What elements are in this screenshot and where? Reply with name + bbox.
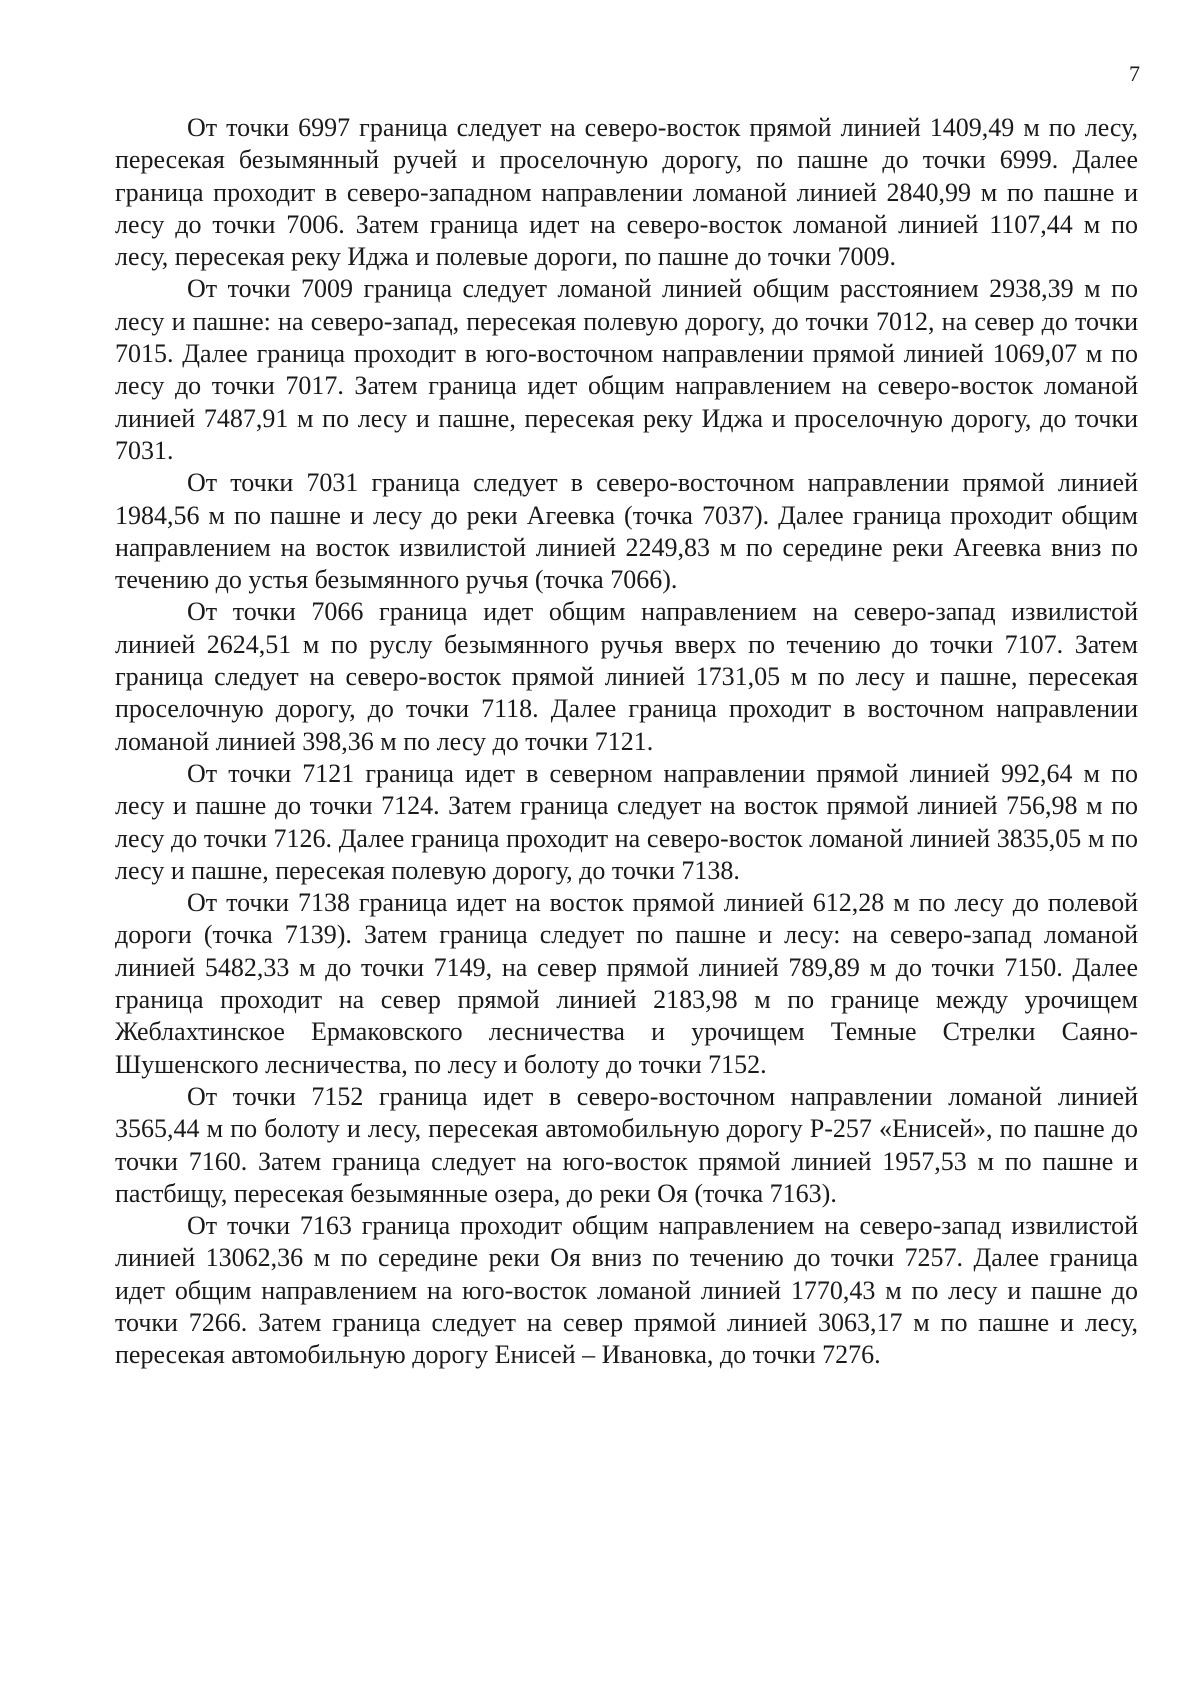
- paragraph: От точки 7009 граница следует ломаной линией общим расстоянием 2938,39 м по лесу и пашне: на северо-запад, пересекая полевую дорогу, до точки 7012, на север до точки 7015. Далее граница проходит в юго-восточном направлении прямой линией 1069,07 м по лесу до точки 7017. Затем граница идет общим направлением на северо-восток ломаной линией 7487,91 м по лесу и пашне, пересекая реку Иджа и проселочную дорогу, до точки 7031.: [115, 274, 1138, 465]
- page-number: 7: [1129, 61, 1140, 86]
- paragraph: От точки 7121 граница идет в северном направлении прямой линией 992,64 м по лесу и пашне до точки 7124. Затем граница следует на восток прямой линией 756,98 м по лесу до точки 7126. Далее граница проходит на северо-восток ломаной линией 3835,05 м по лесу и пашне, пересекая полевую дорогу, до точки 7138.: [115, 758, 1138, 885]
- paragraph: От точки 7163 граница проходит общим направлением на северо-запад извилистой линией 13062,36 м по середине реки Оя вниз по течению до точки 7257. Далее граница идет общим направлением на юго-восток ломаной линией 1770,43 м по лесу и пашне до точки 7266. Затем граница следует на север прямой линией 3063,17 м по пашне и лесу, пересекая автомобильную дорогу Енисей – Ивановка, до точки 7276.: [115, 1211, 1138, 1370]
- paragraph: От точки 6997 граница следует на северо-восток прямой линией 1409,49 м по лесу, пересекая безымянный ручей и проселочную дорогу, по пашне до точки 6999. Далее граница проходит в северо-западном направлении ломаной линией 2840,99 м по пашне и лесу до точки 7006. Затем граница идет на северо-восток ломаной линией 1107,44 м по лесу, пересекая реку Иджа и полевые дороги, по пашне до точки 7009.: [115, 113, 1138, 272]
- paragraph: От точки 7066 граница идет общим направлением на северо-запад извилистой линией 2624,51 м по руслу безымянного ручья вверх по течению до точки 7107. Затем граница следует на северо-восток прямой линией 1731,05 м по лесу и пашне, пересекая проселочную дорогу, до точки 7118. Далее граница проходит в восточном направлении ломаной линией 398,36 м по лесу до точки 7121.: [115, 597, 1138, 756]
- paragraph: От точки 7138 граница идет на восток прямой линией 612,28 м по лесу до полевой дороги (точка 7139). Затем граница следует по пашне и лесу: на северо-запад ломаной линией 5482,33 м до точки 7149, на север прямой линией 789,89 м до точки 7150. Далее граница проходит на север прямой линией 2183,98 м по границе между урочищем Жеблахтинское Ермаковского лесничества и урочищем Темные Стрелки Саяно-Шушенского лесничества, по лесу и болоту до точки 7152.: [115, 888, 1138, 1079]
- paragraph: От точки 7152 граница идет в северо-восточном направлении ломаной линией 3565,44 м по болоту и лесу, пересекая автомобильную дорогу Р-257 «Енисей», по пашне до точки 7160. Затем граница следует на юго-восток прямой линией 1957,53 м по пашне и пастбищу, пересекая безымянные озера, до реки Оя (точка 7163).: [115, 1081, 1138, 1208]
- document-body: [115, 112, 1138, 1372]
- paragraph: От точки 7031 граница следует в северо-восточном направлении прямой линией 1984,56 м по пашне и лесу до реки Агеевка (точка 7037). Далее граница проходит общим направлением на восток извилистой линией 2249,83 м по середине реки Агеевка вниз по течению до устья безымянного ручья (точка 7066).: [115, 468, 1138, 595]
